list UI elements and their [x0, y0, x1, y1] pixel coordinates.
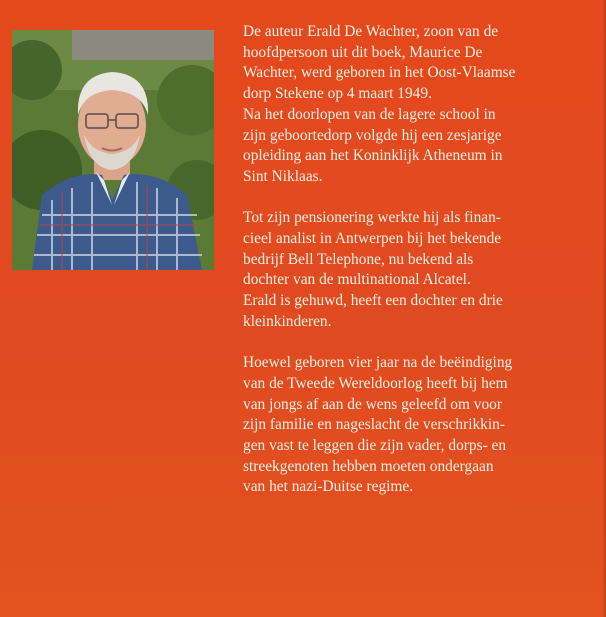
bio-line: opleiding aan het Koninklijk Atheneum in	[243, 147, 503, 165]
bio-line: Sint Niklaas.	[243, 167, 323, 185]
bio-line: Wachter, werd geboren in het Oost-Vlaamse	[243, 64, 516, 82]
bio-line: bedrijf Bell Telephone, nu bekend als	[243, 250, 474, 268]
bio-paragraph-3	[243, 353, 603, 498]
bio-line: dochter van de multinational Alcatel.	[243, 271, 471, 289]
paragraph-spacer	[243, 188, 603, 209]
bio-paragraph-2	[243, 208, 603, 332]
bio-line: hoofdpersoon uit dit boek, Maurice De	[243, 43, 483, 61]
author-bio	[243, 22, 603, 498]
author-portrait-image	[12, 30, 214, 270]
page-edge-shadow	[602, 0, 606, 617]
bio-line: Hoewel geboren vier jaar na de beëindiging	[243, 354, 513, 372]
bio-line: gen vast te leggen die zijn vader, dorps- en	[243, 437, 507, 455]
paragraph-spacer	[243, 333, 603, 354]
bio-line: van het nazi-Duitse regime.	[243, 478, 414, 496]
bio-paragraph-1	[243, 22, 603, 188]
bio-line: cieel analist in Antwerpen bij het bekende	[243, 230, 502, 248]
bio-line: Tot zijn pensionering werkte hij als finan-	[243, 209, 501, 227]
bio-line: zijn geboortedorp volgde hij een zesjarige	[243, 126, 502, 144]
bio-line: van jongs af aan de wens geleefd om voor	[243, 395, 502, 413]
bio-line: dorp Stekene op 4 maart 1949.	[243, 85, 432, 103]
bio-line: Na het doorlopen van de lagere school in	[243, 105, 496, 123]
bio-line: De auteur Erald De Wachter, zoon van de	[243, 23, 499, 40]
bio-line: streekgenoten hebben moeten ondergaan	[243, 457, 494, 475]
bio-line: zijn familie en nageslacht de verschrikkin-	[243, 416, 505, 434]
bio-line: kleinkinderen.	[243, 312, 332, 330]
bio-line: van de Tweede Wereldoorlog heeft bij hem	[243, 374, 508, 392]
bio-line: Erald is gehuwd, heeft een dochter en drie	[243, 292, 503, 310]
author-photo	[12, 30, 214, 270]
